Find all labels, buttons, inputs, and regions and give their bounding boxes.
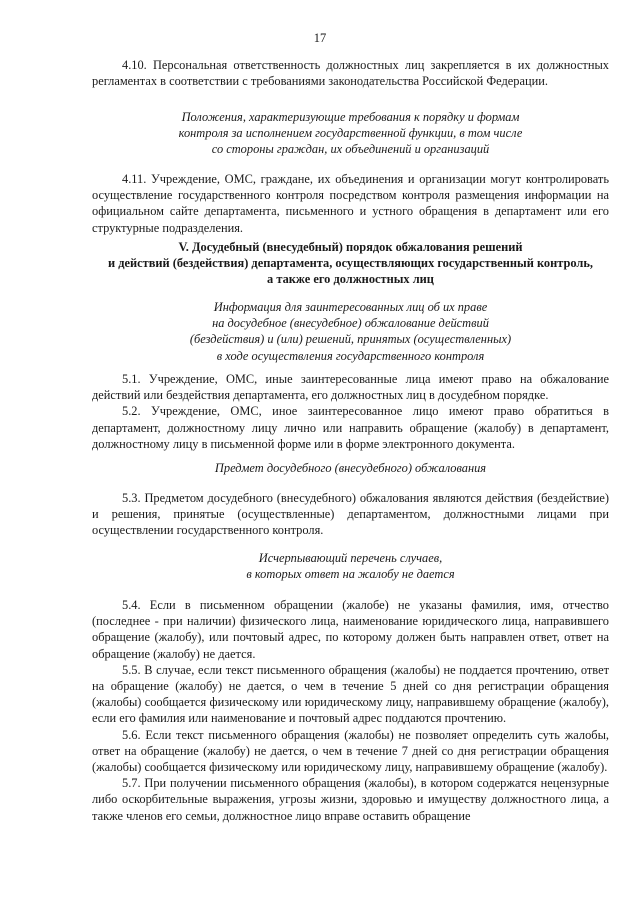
paragraph-5-5-text: 5.5. В случае, если текст письменного обращения (жалобы) не поддается прочтению, ответ на обращение (жалобу) не дается, о чем в течение 5 дней со дня регистрации обращения (жалобы) сообщается физическому или юридическому лицу, направившему обращение (жалобу), если его фамилия или наименование и почтовый адрес поддаются прочтению.: [92, 662, 609, 726]
paragraphs-5-1-5-2: [92, 371, 609, 452]
section-v-title: [92, 240, 609, 287]
paragraph-5-3: [92, 490, 609, 539]
paragraph-4-11: [92, 171, 609, 236]
section-title-line: V. Досудебный (внесудебный) порядок обжалования решений: [178, 240, 523, 254]
heading-line: в ходе осуществления государственного контроля: [216, 348, 485, 363]
heading-line: Исчерпывающий перечень случаев,: [258, 551, 443, 565]
paragraph-5-3-text: 5.3. Предметом досудебного (внесудебного) обжалования являются действия (бездействие) и решения, принятые (осуществленные) департаментом, должностными лицами при осуществлении государственного контроля.: [92, 491, 609, 538]
paragraph-5-7-text: 5.7. При получении письменного обращения (жалобы), в котором содержатся нецензурные либо оскорбительные выражения, угрозы жизни, здоровью и имуществу должностного лица, а также членов его семьи, должностное лицо вправе оставить обращение: [92, 776, 609, 823]
paragraph-5-6-text: 5.6. Если текст письменного обращения (жалобы) не позволяет определить суть жалобы, ответ на обращение (жалобу) не дается, о чем в течение 7 дней со дня регистрации обращения (жалобы) сообщается физическому или юридическому лицу, направившему обращение (жалобу).: [92, 727, 609, 775]
heading-line: контроля за исполнением государственной функции, в том числе: [178, 126, 523, 141]
heading-line: Предмет досудебного (внесудебного) обжалования: [214, 461, 487, 475]
section-title-line: и действий (бездействия) департамента, осуществляющих государственный контроль,: [107, 255, 594, 270]
heading-control-requirements: [92, 109, 609, 158]
heading-line: Положения, характеризующие требования к порядку и формам: [181, 110, 520, 124]
paragraph-4-10: [92, 57, 609, 89]
heading-appeal-subject: [92, 460, 609, 476]
heading-line: (бездействия) и (или) решений, принятых (осуществленных): [189, 332, 512, 347]
paragraph-5-4-text: 5.4. Если в письменном обращении (жалобе) не указаны фамилия, имя, отчество (последнее - при наличии) физического лица, наименование юридического лица, направившего обращение (жалобу), или почтовый адрес, по которому должен быть направлен ответ, ответ на обращение (жалобу) не дается.: [92, 598, 609, 661]
heading-line: со стороны граждан, их объединений и организаций: [211, 142, 490, 157]
heading-line: на досудебное (внесудебное) обжалование действий: [212, 316, 489, 331]
paragraph-5-1-text: 5.1. Учреждение, ОМС, иные заинтересованные лица имеют право на обжалование действий или бездействия департамента, его должностных лиц в досудебном порядке.: [92, 372, 609, 403]
heading-line: в которых ответ на жалобу не дается: [246, 567, 455, 582]
page-number: 17: [313, 31, 327, 45]
paragraph-4-10-text: 4.10. Персональная ответственность должностных лиц закрепляется в их должностных регламентах в соответствии с требованиями законодательства Российской Федерации.: [92, 58, 609, 89]
section-title-line: а также его должностных лиц: [267, 271, 434, 286]
heading-line: Информация для заинтересованных лиц об их праве: [213, 300, 488, 314]
paragraph-4-11-text: 4.11. Учреждение, ОМС, граждане, их объединения и организации могут контролировать осуществление государственного контроля посредством контроля размещения информации на официальном сайте департамента, письменного и устного обращения в департамент или его структурные подразделения.: [92, 172, 609, 235]
heading-information-rights: [92, 299, 609, 364]
heading-no-answer-cases: [92, 550, 609, 582]
paragraph-5-2-text: 5.2. Учреждение, ОМС, иное заинтересованное лицо имеют право обратиться в департамент, должностному лицу лично или направить обращение (жалобу) в департамент, должностному лицу в письменной форме или в форме электронного документа.: [92, 404, 609, 451]
paragraphs-5-4-5-7: [92, 597, 609, 824]
